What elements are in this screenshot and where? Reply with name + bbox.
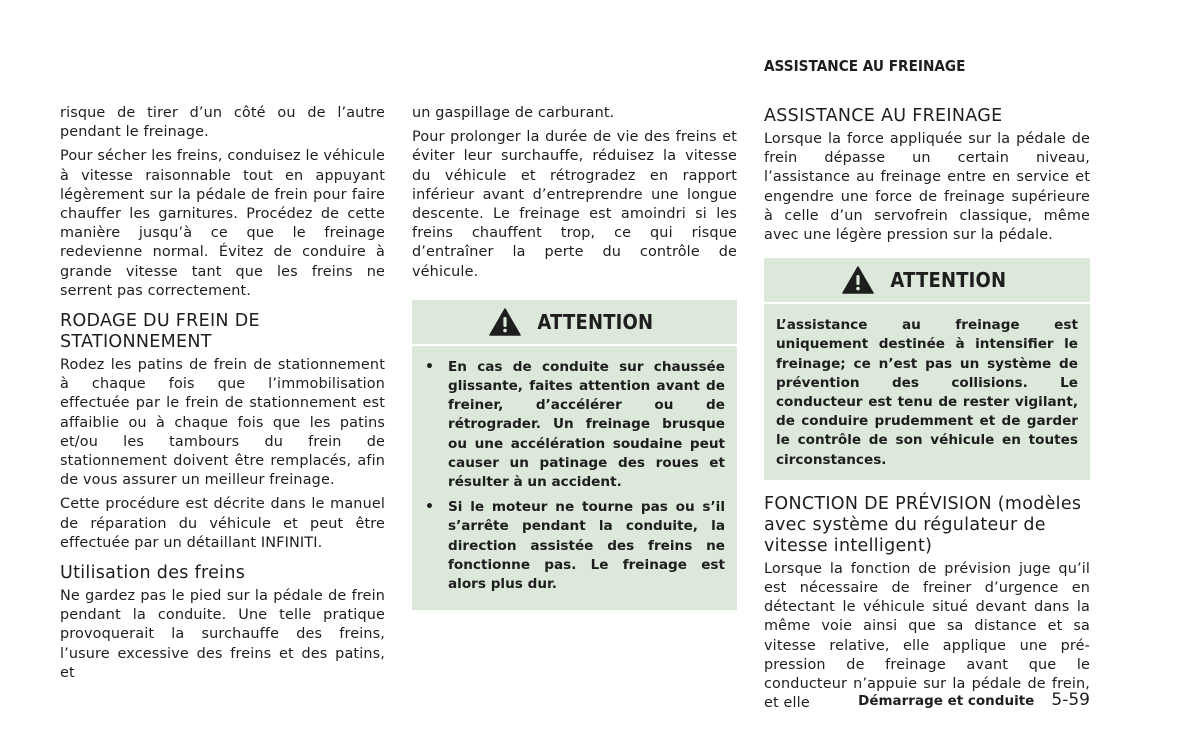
warning-item: • En cas de conduite sur chaussée glissante, faites attention avant de freiner, d’accélérer ou de rétrograder. Un freinage brusque ou une accélération soudaine peut causer un patinage des roues et résulter à un accident. [424, 358, 725, 492]
page-footer [760, 690, 1090, 710]
warning-header [412, 300, 737, 346]
section-heading: FONCTION DE PRÉVISION (modèles avec système du régulateur de vitesse intelligent) [764, 493, 1082, 556]
paragraph: Ne gardez pas le pied sur la pédale de frein pendant la conduite. Une telle pratique provoquerait la surchauffe des freins, l’usure excessive des freins et des patins, et [60, 588, 385, 681]
warning-body [412, 346, 737, 594]
paragraph: risque de tirer d’un côté ou de l’autre pendant le freinage. [60, 105, 385, 141]
warning-triangle-icon [489, 308, 521, 336]
warning-triangle-icon [842, 266, 874, 294]
warning-list [424, 358, 725, 594]
paragraph: Pour prolonger la durée de vie des freins et éviter leur surchauffe, réduisez la vitesse du véhicule et rétrogradez en rapport inférieur avant d’entreprendre une longue descente. Le freinage est amoindri si les freins chauffent trop, ce qui risque d’entraîner la perte du contrôle de véhicule. [412, 129, 737, 280]
section-heading: RODAGE DU FREIN DE STATIONNEMENT [60, 311, 260, 353]
section-heading: ASSISTANCE AU FREINAGE [764, 106, 1003, 126]
warning-text: L’assistance au freinage est uniquement destinée à intensifier le freinage; ce n’est pas un système de prévention des collisions. Le conducteur est tenu de rester vigilant, de conduire prudemment et de garder le contrôle de son véhicule en toutes circonstances. [776, 317, 1078, 468]
section-heading: Utilisation des freins [60, 563, 246, 584]
paragraph: un gaspillage de carburant. [412, 105, 615, 121]
column-right [764, 106, 1090, 718]
column-left [60, 104, 385, 688]
warning-title: ATTENTION [537, 309, 654, 334]
warning-item: • Si le moteur ne tourne pas ou s’il s’arrête pendant la conduite, la direction assistée des freins ne fonctionne pas. Le freinage est alors plus dur. [424, 498, 725, 594]
page-number: 5-59 [1051, 690, 1090, 710]
warning-box [412, 300, 737, 610]
running-head: ASSISTANCE AU FREINAGE [764, 57, 966, 75]
paragraph: Lorsque la force appliquée sur la pédale de frein dépasse un certain niveau, l’assistance au freinage entre en service et engendre une force de freinage supérieure à celle d’un servofrein classique, même avec une légère pression sur la pédale. [764, 131, 1090, 244]
paragraph: Lorsque la fonction de prévision juge qu’il est nécessaire de freiner d’urgence en détectant le véhicule situé devant dans la même voie ainsi que sa distance et sa vitesse relative, elle applique une pré-pression de freinage avant que le conducteur n’appuie sur la pédale de frein, et elle [764, 560, 1090, 712]
paragraph: Cette procédure est décrite dans le manuel de réparation du véhicule et peut être effectuée par un détaillant INFINITI. [60, 496, 385, 551]
footer-section-label: Démarrage et conduite [858, 693, 1035, 709]
column-middle [412, 104, 737, 610]
warning-title: ATTENTION [890, 268, 1006, 293]
paragraph: Rodez les patins de frein de stationnement à chaque fois que l’immobilisation effectuée par le frein de stationnement est affaiblie ou à chaque fois que les patins et/ou les tambours du frein de stationnement doivent être remplacés, afin de vous assurer un meilleur freinage. [60, 357, 385, 489]
warning-header [764, 258, 1090, 304]
warning-box [764, 258, 1090, 480]
warning-body [764, 304, 1090, 470]
paragraph: Pour sécher les freins, conduisez le véhicule à vitesse raisonnable tout en appuyant légèrement sur la pédale de frein pour faire chauffer les garnitures. Procédez de cette manière jusqu’à ce que le freinage redevienne normal. Évitez de conduire à grande vitesse tant que les freins ne serrent pas correctement. [60, 148, 385, 299]
